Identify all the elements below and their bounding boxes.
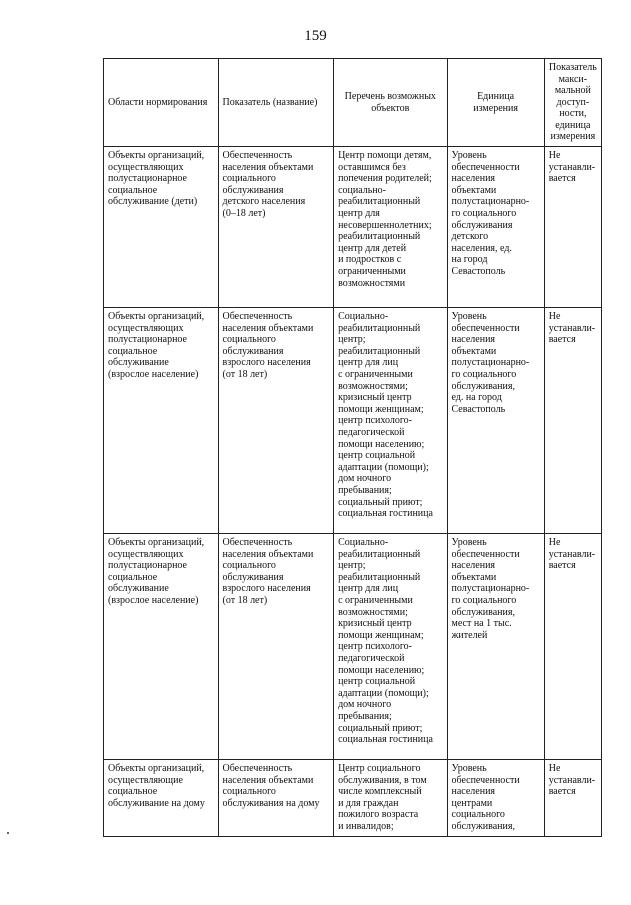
- cell-area: Объекты организаций, осуществляющие социальное обслуживание на дому: [104, 760, 219, 837]
- cell-area: Объекты организаций, осуществляющих полустационарное социальное обслуживание (дети): [104, 147, 219, 308]
- cell-unit: Уровень обеспеченности населения центрами социального обслуживания,: [447, 760, 544, 837]
- header-objects: Перечень возможных объектов: [334, 59, 447, 147]
- cell-indicator: Обеспеченность населения объектами социального обслуживания детского населения (0–18 лет): [218, 147, 334, 308]
- cell-unit: Уровень обеспеченности населения объектами полустационарно- го социального обслуживания, ед. на город Севастополь: [447, 308, 544, 534]
- table-row: [104, 308, 602, 534]
- cell-objects: Центр помощи детям, оставшимся без попечения родителей; социально- реабилитационный центр для несовершеннолетних; реабилитационный центр для детей и подростков с ограниченными возможностями: [334, 147, 447, 308]
- header-area: Области нормирования: [104, 59, 219, 147]
- cell-indicator: Обеспеченность населения объектами социального обслуживания взрослого населения (от 18 лет): [218, 534, 334, 760]
- norms-table: [103, 58, 602, 837]
- cell-unit: Уровень обеспеченности населения объектами полустационарно- го социального обслуживания, мест на 1 тыс. жителей: [447, 534, 544, 760]
- cell-indicator: Обеспеченность населения объектами социального обслуживания на дому: [218, 760, 334, 837]
- table-row: [104, 147, 602, 308]
- header-max-accessibility: Показатель макси- мальной доступ- ности, единица измерения: [544, 59, 601, 147]
- cell-objects: Социально- реабилитационный центр; реабилитационный центр для лиц с ограниченными возможностями; кризисный центр помощи женщинам; центр психолого- педагогической помощи населению; центр социальной адаптации (помощи); дом ночного пребывания; социальный приют; социальная гостиница: [334, 534, 447, 760]
- cell-unit: Уровень обеспеченности населения объектами полустационарно- го социального обслуживания детского населения, ед. на город Севастополь: [447, 147, 544, 308]
- cell-objects: Социально- реабилитационный центр; реабилитационный центр для лиц с ограниченными возможностями; кризисный центр помощи женщинам; центр психолого- педагогической помощи населению; центр социальной адаптации (помощи); дом ночного пребывания; социальный приют; социальная гостиница: [334, 308, 447, 534]
- table-header-row: [104, 59, 602, 147]
- page-number: 159: [304, 28, 327, 44]
- table-row: [104, 534, 602, 760]
- cell-max: Не устанавли- вается: [544, 147, 601, 308]
- header-unit: Единица измерения: [447, 59, 544, 147]
- cell-max: Не устанавли- вается: [544, 308, 601, 534]
- cell-area: Объекты организаций, осуществляющих полустационарное социальное обслуживание (взрослое население): [104, 534, 219, 760]
- cell-objects: Центр социального обслуживания, в том числе комплексный и для граждан пожилого возраста и инвалидов;: [334, 760, 447, 837]
- cell-max: Не устанавли- вается: [544, 534, 601, 760]
- table-row: [104, 760, 602, 837]
- cell-indicator: Обеспеченность населения объектами социального обслуживания взрослого населения (от 18 лет): [218, 308, 334, 534]
- header-indicator: Показатель (название): [218, 59, 334, 147]
- cell-area: Объекты организаций, осуществляющих полустационарное социальное обслуживание (взрослое население): [104, 308, 219, 534]
- cell-max: Не устанавли- вается: [544, 760, 601, 837]
- scan-speck: [7, 832, 9, 834]
